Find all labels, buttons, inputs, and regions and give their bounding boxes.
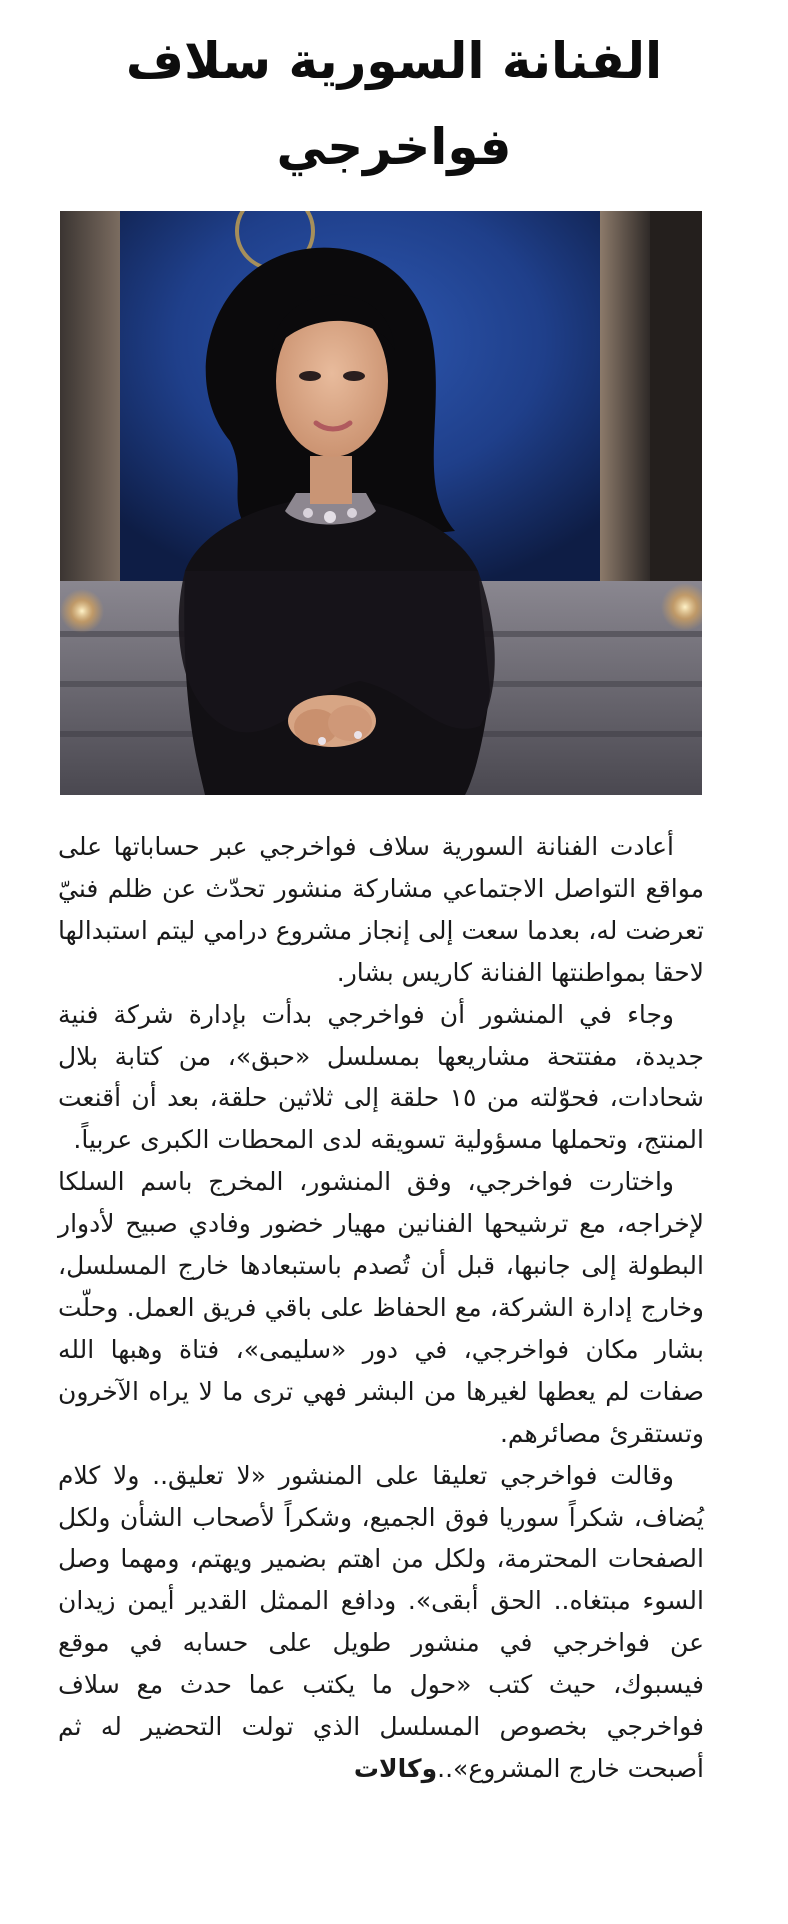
source-credit: وكالات	[353, 1753, 438, 1783]
article-body	[58, 826, 704, 1790]
paragraph-1: أعادت الفنانة السورية سلاف فواخرجي عبر حساباتها على مواقع التواصل الاجتماعي مشاركة منشور تحدّث عن ظلم فنيّ تعرضت له، بعدما سعت إلى إنجاز مشروع درامي ليتم استبدالها لاحقا بمواطنتها الفنانة كاريس بشار.	[58, 832, 704, 987]
paragraph-4	[58, 1455, 704, 1790]
paragraph-2: وجاء في المنشور أن فواخرجي بدأت بإدارة شركة فنية جديدة، مفتتحة مشاريعها بمسلسل «حبق»، من كتابة بلال شحادات، فحوّلته من ١٥ حلقة إلى ثلاثين حلقة، بعد أن أقنعت المنتج، وتحملها مسؤولية تسويقه لدى المحطات الكبرى عربياً.	[58, 999, 705, 1155]
paragraph-4-text: وقالت فواخرجي تعليقا على المنشور «لا تعليق.. ولا كلام يُضاف، شكراً سوريا فوق الجميع، وشكراً لأصحاب الشأن ولكل الصفحات المحترمة، ولكل من اهتم بضمير ويهتم، ومهما وصل السوء مبتغاه.. الحق أبقى». ودافع الممثل القدير أيمن زيدان عن فواخرجي في منشور طويل على حسابه في موقع فيسبوك، حيث كتب «حول ما يكتب عما حدث مع سلاف فواخرجي بخصوص المسلسل الذي تولت التحضير له ثم أصبحت خارج المشروع»..	[58, 1460, 704, 1783]
article-photo	[60, 211, 702, 795]
headline-line-1: الفنانة السورية سلاف فواخرجي	[125, 32, 663, 176]
photo-illustration	[60, 211, 702, 795]
paragraph-3: واختارت فواخرجي، وفق المنشور، المخرج باسم السلكا لإخراجه، مع ترشيحها الفنانين مهيار خضور وفادي صبيح لأدوار البطولة إلى جانبها، قبل أن تُصدم باستبعادها خارج المسلسل، وخارج إدارة الشركة، مع الحفاظ على باقي فريق العمل. وحلّت بشار مكان فواخرجي، في دور «سليمى»، فتاة وهبها الله صفات لم يعطها لغيرها من البشر فهي ترى ما لا يراه الآخرون وتستقرئ مصائرهم.	[58, 1167, 704, 1448]
